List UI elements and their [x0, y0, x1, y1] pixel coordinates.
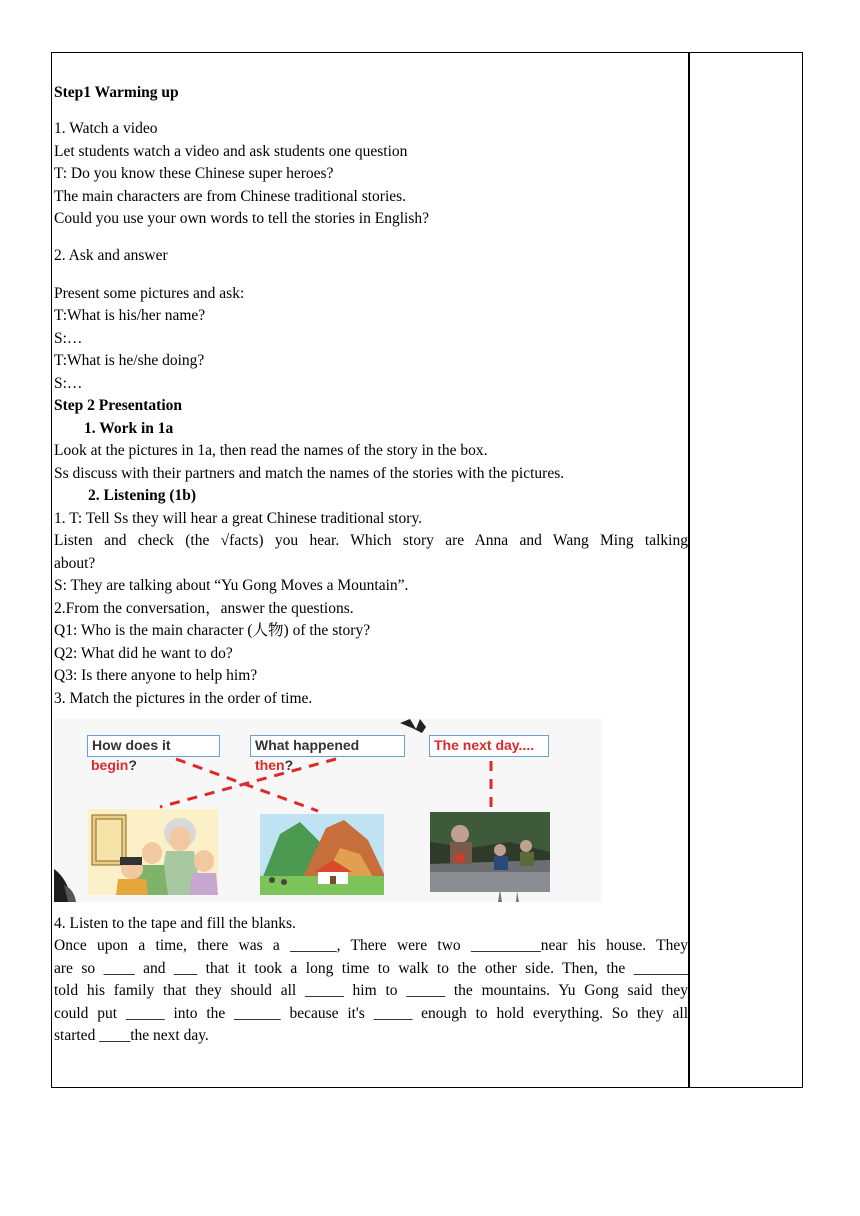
work-in-1a-heading: 1. Work in 1a [84, 420, 174, 437]
fill-blank-line: are so ____ and ___ that it took a long time to walk to the other side. Then, the _______ [54, 960, 688, 977]
label-text: How does it [92, 737, 171, 753]
listening-heading: 2. Listening (1b) [88, 487, 197, 504]
text-line: 1. T: Tell Ss they will hear a great Chinese traditional story. [54, 510, 423, 527]
label-then-sub [255, 757, 293, 773]
text-line: Look at the pictures in 1a, then read the names of the story in the box. [54, 442, 488, 459]
text-line: Q2: What did he want to do? [54, 645, 233, 662]
story-order-figure [54, 719, 602, 902]
label-what-happened [250, 735, 405, 757]
text-line: Let students watch a video and ask students one question [54, 143, 408, 160]
fill-blank-line: started ____the next day. [54, 1027, 209, 1044]
mountain-work-image [430, 812, 550, 892]
text-line: S:… [54, 375, 83, 392]
then-word: then [255, 757, 285, 773]
lesson-plan-table [51, 52, 803, 1088]
text-line: T:What is he/she doing? [54, 352, 205, 369]
label-next-day [429, 735, 549, 757]
label-begin-sub [91, 757, 137, 773]
fill-blank-line: Once upon a time, there was a ______, There were two _________near his house. They [54, 937, 688, 954]
main-content-cell [53, 53, 687, 1087]
begin-word: begin [91, 757, 129, 773]
family-meeting-image [88, 809, 218, 895]
fill-blanks-heading: 4. Listen to the tape and fill the blanks. [54, 915, 296, 932]
label-how-does-it-begin [87, 735, 220, 757]
mountains-house-image [260, 814, 384, 895]
step2-title: Step 2 Presentation [54, 397, 183, 414]
label-text: The next day.... [434, 737, 535, 753]
text-line: T:What is his/her name? [54, 307, 206, 324]
fill-blank-line: told his family that they should all _____ him to _____ the mountains. Yu Gong said they [54, 982, 688, 999]
text-line: T: Do you know these Chinese super heroes? [54, 165, 334, 182]
text-line: 3. Match the pictures in the order of time. [54, 690, 313, 707]
text-line: 2.From the conversation，answer the questions. [54, 600, 354, 617]
text-line: Listen and check (the √facts) you hear. Which story are Anna and Wang Ming talking [54, 532, 688, 549]
text-line: Ss discuss with their partners and match the names of the stories with the pictures. [54, 465, 565, 482]
text-line: Q3: Is there anyone to help him? [54, 667, 258, 684]
text-line: about? [54, 555, 96, 572]
text-line: Present some pictures and ask: [54, 285, 245, 302]
question-mark: ? [128, 757, 137, 773]
fill-blank-line: could put _____ into the ______ because it's _____ enough to hold everything. So they all [54, 1005, 688, 1022]
text-line: S:… [54, 330, 83, 347]
ask-answer-heading: 2. Ask and answer [54, 247, 168, 264]
question-mark: ? [284, 757, 294, 773]
label-text: What happened [255, 737, 360, 753]
text-line: Q1: Who is the main character (人物) of the story? [54, 622, 371, 639]
watch-video-heading: 1. Watch a video [54, 120, 158, 137]
text-line: Could you use your own words to tell the stories in English? [54, 210, 429, 227]
text-line: The main characters are from Chinese traditional stories. [54, 188, 407, 205]
step1-title: Step1 Warming up [54, 84, 179, 101]
text-line: S: They are talking about “Yu Gong Moves a Mountain”. [54, 577, 409, 594]
notes-cell [690, 53, 802, 1087]
